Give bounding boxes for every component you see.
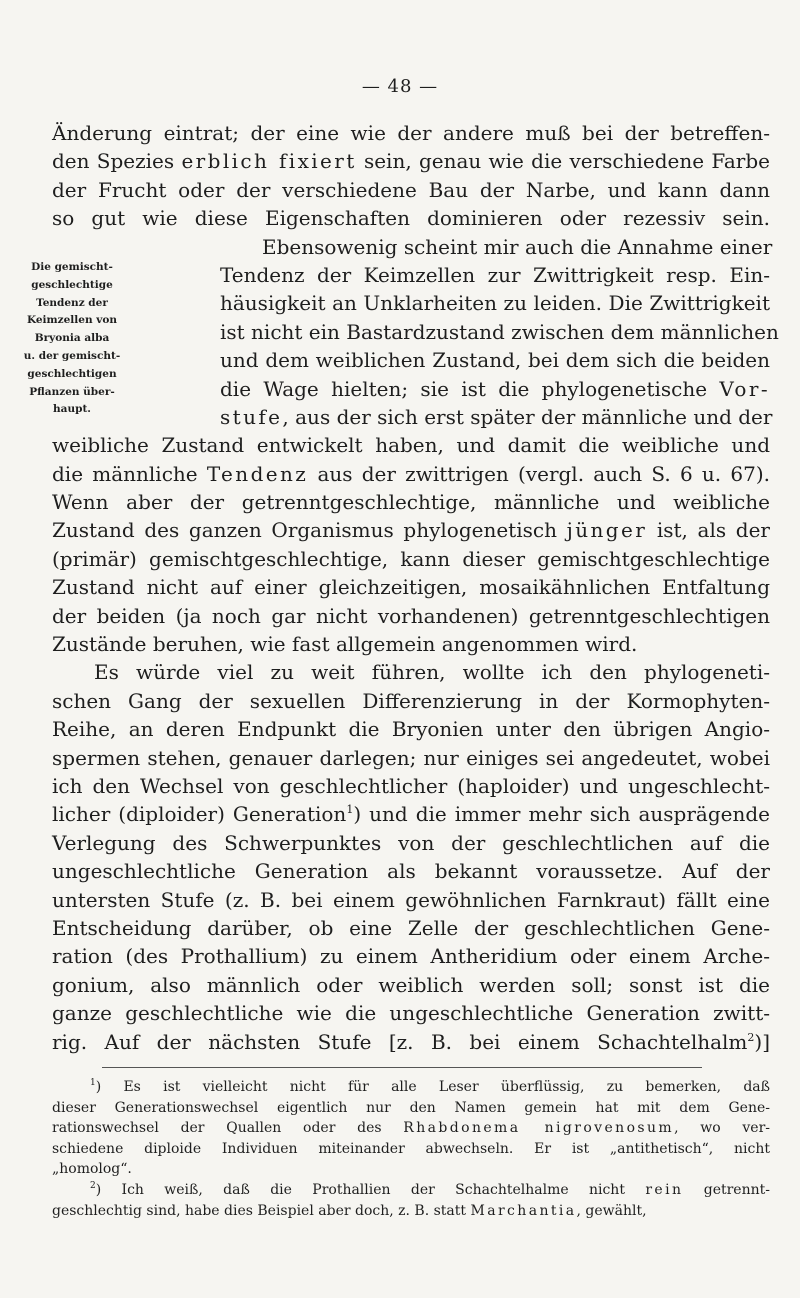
margin-note-line: Die gemischt-: [31, 261, 113, 273]
footnote-line: $^2$) Ich weiß, daß die Prothallien der Schachtelhalme nicht rein getrennt-: [90, 1180, 770, 1198]
body-line: Tendenz der Keimzellen zur Zwittrigkeit resp. Ein-: [220, 262, 770, 287]
body-line: ration (des Prothallium) zu einem Antheridium oder einem Arche-: [52, 944, 770, 969]
footnote-line: schiedene diploide Individuen miteinander abwechseln. Er ist „antithetisch“, nicht: [52, 1140, 770, 1157]
footnote-line: dieser Generationswechsel eigentlich nur den Namen gemein hat mit dem Gene-: [52, 1099, 770, 1116]
body-line: weibliche Zustand entwickelt haben, und damit die weibliche und: [52, 433, 770, 458]
body-line: Reihe, an deren Endpunkt die Bryonien unter den übrigen Angio-: [52, 717, 770, 742]
margin-note-line: Pflanzen über-: [29, 385, 115, 398]
footnote-mark: 2: [90, 1180, 96, 1191]
emphasis: stufe: [220, 404, 283, 429]
body-line: die Wage hielten; sie ist die phylogenetische Vor-: [220, 376, 770, 401]
body-line: häusigkeit an Unklarheiten zu leiden. Die Zwittrigkeit: [220, 291, 770, 316]
footnote-line: geschlechtig sind, habe dies Beispiel aber doch, z. B. statt Marchantia, gewählt,: [52, 1202, 647, 1219]
body-line: untersten Stufe (z. B. bei einem gewöhnlichen Farnkraut) fällt eine: [52, 887, 770, 912]
emphasis: rein: [645, 1181, 684, 1198]
emphasis: erblich fixiert: [181, 149, 357, 174]
body-line: der Frucht oder der verschiedene Bau der Narbe, und kann dann: [52, 177, 770, 202]
margin-note-line: Keimzellen von: [26, 314, 117, 327]
body-line: licher (diploider) Generation$^1$) und die immer mehr sich ausprägende: [52, 802, 770, 827]
body-line: der beiden (ja noch gar nicht vorhandenen) getrenntgeschlechtigen: [52, 603, 770, 628]
body-line: den Spezies erblich fixiert sein, genau wie die verschiedene Farbe: [52, 149, 770, 174]
emphasis: jünger: [566, 518, 648, 543]
body-line: ich den Wechsel von geschlechtlicher (haploider) und ungeschlecht-: [52, 773, 770, 798]
body-line: Es würde viel zu weit führen, wollte ich den phylogeneti-: [94, 660, 770, 685]
body-line: und dem weiblichen Zustand, bei dem sich die beiden: [220, 348, 770, 373]
footnote-mark: 1: [90, 1078, 96, 1088]
body-line: Änderung eintrat; der eine wie der andere muß bei der betreffen-: [52, 121, 770, 145]
body-line: Zustände beruhen, wie fast allgemein angenommen wird.: [52, 632, 638, 657]
footnote-ref: 2: [747, 1030, 755, 1044]
body-line: die männliche Tendenz aus der zwittrigen (vergl. auch S. 6 u. 67).: [52, 461, 770, 486]
page-number: — 48 —: [361, 76, 439, 97]
body-line: Ebensowenig scheint mir auch die Annahme einer: [262, 234, 773, 259]
body-line: stufe, aus der sich erst später der männliche und der: [220, 404, 773, 429]
emphasis: Tendenz: [206, 461, 309, 486]
footnotes: [52, 1077, 770, 1221]
margin-note-line: geschlechtige: [31, 278, 113, 291]
emphasis: Rhabdonema nigrovenosum: [403, 1120, 675, 1137]
footnote-line: rationswechsel der Quallen oder des Rhabdonema nigrovenosum, wo ver-: [52, 1120, 770, 1137]
body-line: ganze geschlechtliche wie die ungeschlechtliche Generation zwitt-: [52, 1001, 770, 1026]
body-line: spermen stehen, genauer darlegen; nur einiges sei angedeutet, wobei: [52, 745, 770, 770]
body-line: (primär) gemischtgeschlechtige, kann dieser gemischtgeschlechtige: [52, 546, 770, 571]
emphasis: Vor-: [719, 376, 770, 401]
body-text: [52, 119, 779, 1056]
body-line: ungeschlechtliche Generation als bekannt voraussetze. Auf der: [52, 859, 770, 884]
body-line: rig. Auf der nächsten Stufe [z. B. bei einem Schachtelhalm$^2$)]: [52, 1029, 770, 1054]
body-line: ist nicht ein Bastardzustand zwischen dem männlichen: [220, 319, 779, 344]
margin-note-line: Tendenz der: [36, 296, 108, 309]
margin-note-line: haupt.: [53, 403, 91, 416]
body-line: so gut wie diese Eigenschaften dominieren oder rezessiv sein.: [52, 206, 770, 231]
emphasis: Marchantia: [470, 1202, 577, 1219]
footnote-line: „homolog“.: [52, 1161, 132, 1178]
footnote-ref: 1: [346, 803, 354, 817]
body-line: Zustand nicht auf einer gleichzeitigen, mosaikähnlichen Entfaltung: [52, 575, 770, 600]
body-line: schen Gang der sexuellen Differenzierung in der Kormophyten-: [52, 688, 770, 713]
body-line: gonium, also männlich oder weiblich werden soll; sonst ist die: [52, 972, 770, 997]
body-line: Entscheidung darüber, ob eine Zelle der geschlechtlichen Gene-: [52, 915, 770, 940]
footnote-line: $^1$) Es ist vielleicht nicht für alle Leser überflüssig, zu bemerken, daß: [90, 1078, 770, 1095]
body-line: Zustand des ganzen Organismus phylogenetisch jünger ist, als der: [52, 518, 770, 543]
body-line: Verlegung des Schwerpunktes von der geschlechtlichen auf die: [52, 830, 770, 855]
footnote-separator: [102, 1067, 702, 1068]
margin-note-line: geschlechtigen: [27, 367, 117, 380]
margin-note-line: u. der gemischt-: [23, 349, 121, 362]
body-line: Wenn aber der getrenntgeschlechtige, männliche und weibliche: [52, 490, 770, 515]
margin-note-line: Bryonia alba: [34, 332, 110, 345]
